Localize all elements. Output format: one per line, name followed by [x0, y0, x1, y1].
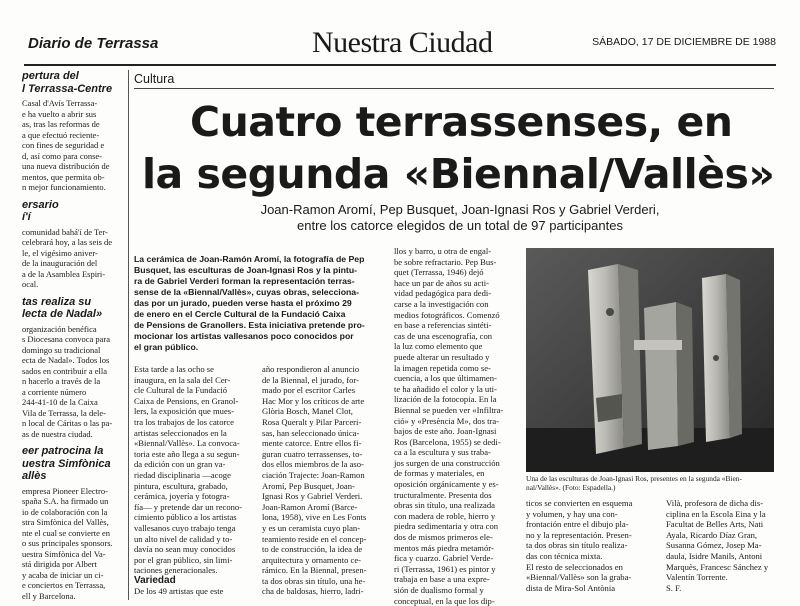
text-line: la luz como elemento que: [394, 341, 483, 352]
text-line: dos ellos miembros de la aso-: [262, 459, 364, 470]
brief-line: mentos, que permita ob-: [22, 171, 105, 182]
brief-body: [22, 324, 125, 440]
brief-headline-line: eer patrocina la: [22, 445, 104, 457]
subhead: Variedad: [134, 574, 176, 586]
text-line: jos surgen de una construcción: [394, 457, 500, 468]
text-line: cas de una escenografía, con: [394, 330, 493, 341]
brief-line: d, así como para conse-: [22, 150, 103, 161]
text-line: de Pensions de Granollers. Esta iniciativa pretende pro-: [134, 320, 365, 330]
news-brief: [22, 70, 125, 193]
text-line: pintura, escultura, grabado,: [134, 480, 228, 491]
text-line: de enero en el Cercle Cultural de la Fundació Caixa: [134, 309, 346, 319]
text-line: «Biennal/Vallès». La convoca-: [134, 438, 240, 449]
text-line: de formas y materiales, en: [394, 468, 485, 479]
text-line: lers, la exposición que mues-: [134, 406, 234, 417]
brief-headline-line: ersario: [22, 198, 59, 211]
brief-line: ocal.: [22, 279, 39, 289]
brief-line: de la inauguración del: [22, 258, 98, 268]
text-line: bajos de este año. Joan-Ignasi: [394, 426, 497, 437]
text-line: Ignasi Ros y Gabriel Verderi.: [262, 491, 363, 502]
brief-line: empresa Pioneer Electro-: [22, 485, 108, 496]
text-line: Busquet, las esculturas de Joan-Ignasi Ros y la pintu-: [134, 265, 358, 275]
headline-line: la segunda «Biennal/Vallès»: [142, 150, 775, 198]
text-line: por el gran público, sin limi-: [134, 554, 233, 565]
photo-caption: [526, 474, 776, 492]
section-rule: [134, 88, 774, 89]
article-lead: [134, 254, 388, 353]
news-briefs-column: [22, 70, 125, 600]
brief-line: s Diocesana convoca para: [22, 334, 111, 344]
sculpture-photo-image: [526, 248, 774, 472]
text-line: das por un jurado, pueden verse hasta el próximo 29: [134, 298, 352, 308]
text-line: guran cuatro terrassenses, to-: [262, 448, 363, 459]
brief-headline: [22, 199, 125, 224]
brief-line: nte el cual se convierte en: [22, 527, 111, 538]
text-line: tra los trabajos de los catorce: [134, 416, 234, 427]
sculpture-photo: [526, 248, 774, 472]
text-line: rámico. En la Biennal, presen-: [262, 565, 367, 576]
text-line: Valentín Torrente.: [666, 572, 728, 583]
brief-headline-line: pertura del: [22, 70, 79, 82]
brief-line: 244-41-10 de la Caixa: [22, 397, 98, 407]
text-line: ciplina en la Escola Eina y la: [666, 508, 766, 519]
text-line: ticos se convierten en esquema: [526, 498, 633, 508]
text-line: ri (Terrassa, 1961) es pintor y: [394, 563, 496, 574]
text-line: cle Cultural de la Fundació: [134, 385, 228, 396]
text-line: la imagen repetida como se-: [394, 362, 491, 373]
brief-line: sados en contribuir a ella: [22, 365, 107, 376]
text-line: Susanna Gómez, Josep Ma-: [666, 540, 762, 551]
text-line: de la Biennal, el jurado, for-: [262, 374, 359, 385]
brief-line: a corriente número: [22, 386, 87, 397]
text-line: das con técnica mixta.: [526, 550, 603, 561]
text-line: sas, han seleccionado única-: [262, 427, 360, 438]
brief-body: [22, 227, 125, 290]
brief-line: e conciertos en Terrassa,: [22, 580, 106, 590]
column-line: De los 49 artistas que este: [134, 586, 224, 597]
text-line: vidad pedagógica para dedi-: [394, 288, 492, 299]
brief-line: celebrará hoy, a las seis de: [22, 237, 113, 247]
text-line: artistas seleccionados en la: [134, 427, 227, 438]
text-line: mado por el escritor Carles: [262, 385, 356, 396]
brief-line: as, tras las reformas de: [22, 119, 100, 129]
text-line: y volumen, y hay una con-: [526, 508, 618, 519]
article-column-1: [134, 364, 254, 600]
article-column-5: [666, 498, 776, 600]
text-line: año respondieron al anuncio: [262, 364, 360, 374]
brief-line: domingo su tradicional: [22, 344, 101, 355]
text-line: mocionar los artistas vallesanos poco conocidos por: [134, 331, 354, 341]
text-line: y es un ceramista cuyo plan-: [262, 522, 361, 533]
brief-headline: [22, 70, 125, 95]
text-line: medios fotográficos. Comenzó: [394, 309, 500, 320]
masthead-rule: [24, 64, 776, 66]
text-line: sión de dualismo formal y: [394, 585, 484, 595]
text-line: dos de mismos primeros ele-: [394, 532, 493, 543]
text-line: quet (Terrassa, 1946) dejó: [394, 267, 484, 278]
text-line: ta dos obras sin título, una he-: [262, 575, 366, 586]
brief-headline-line: uestra Simfònica: [22, 457, 111, 470]
headline-line: Cuatro terrassenses, en: [190, 98, 733, 146]
brief-headline: [22, 296, 125, 321]
text-line: Hac Mor y los críticos de arte: [262, 395, 365, 406]
brief-line: Casal d'Avís Terrassa-: [22, 98, 98, 108]
text-line: sense de la «Biennal/Vallès», cuyas obras, selecciona-: [134, 287, 360, 297]
text-line: Biennal se pueden ver «Infiltra-: [394, 404, 504, 415]
text-line: Esta tarde a las ocho se: [134, 364, 214, 374]
article-column-4: [526, 498, 656, 600]
paper-name: Diario de Terrassa: [28, 35, 159, 52]
brief-line: e ha vuelto a abrir sus: [22, 108, 97, 119]
text-line: ció» y «Presència M», dos tra-: [394, 415, 500, 426]
brief-line: o sus principales sponsors.: [22, 538, 113, 548]
column-text: [134, 364, 254, 576]
article-headline: [142, 96, 775, 200]
text-line: cha de baldosas, hierro, ladri-: [262, 586, 364, 597]
text-line: be sobre refractario. Pep Bus-: [394, 256, 497, 267]
brief-line: uestra Simfònica del Va-: [22, 548, 106, 559]
text-line: Marquès, Francesc Sánchez y: [666, 561, 769, 572]
text-line: mente catorce. Entre ellos fi-: [262, 438, 362, 449]
brief-headline-line: tas realiza su: [22, 295, 92, 308]
text-line: Aromí, Pep Busquet, Joan-: [262, 480, 355, 491]
article-deck: [150, 202, 770, 234]
text-line: el gran público.: [134, 342, 199, 352]
text-line: piedra sedimentaria y otra con: [394, 521, 499, 532]
text-line: «Biennal/Vallès» son la graba-: [526, 572, 632, 583]
text-line: teamiento reside en el concep-: [262, 533, 367, 544]
news-brief: [22, 199, 125, 290]
deck-line: entre los catorce elegidos de un total de 97 participantes: [297, 218, 623, 233]
text-line: ra de Gabriel Verderi forman la representación terras-: [134, 276, 355, 286]
brief-line: una nueva distribución de: [22, 161, 110, 171]
column-divider: [128, 70, 129, 600]
text-line: carse a la investigación con: [394, 298, 489, 309]
article-column-3: [394, 246, 518, 606]
text-line: Caixa de Pensions, en Granol-: [134, 395, 239, 406]
brief-line: y acaba de iniciar un ci-: [22, 569, 104, 580]
text-line: mentos más piedra metamór-: [394, 542, 494, 553]
text-line: llos y barro, u otra de engal-: [394, 246, 492, 256]
text-line: inaugura, en la sala del Cer-: [134, 374, 231, 385]
section-title: Nuestra Ciudad: [312, 26, 493, 59]
text-line: toria este año llega a su segun-: [134, 448, 240, 459]
text-line: Ros (Barcelona, 1955) se dedi-: [394, 436, 501, 447]
text-line: obras sin título, una realizada: [394, 500, 495, 511]
text-line: Vilà, profesora de dicha dis-: [666, 498, 764, 508]
article-column-2: [262, 364, 384, 600]
brief-headline-line: lecta de Nadal»: [22, 308, 103, 320]
brief-line: le, el vigésimo aniver-: [22, 247, 98, 258]
brief-line: organización benéfica: [22, 323, 97, 334]
section-label: Cultura: [134, 72, 175, 86]
text-line: riedad disciplinaria —acoge: [134, 469, 231, 480]
text-line: davía no sean muy conocidos: [134, 544, 236, 555]
brief-body: [22, 486, 125, 602]
text-line: ca a la escultura y sus traba-: [394, 447, 491, 458]
text-line: fica y cuarzo. Gabriel Verde-: [394, 553, 494, 564]
news-brief: [22, 445, 125, 601]
text-line: El resto de seleccionados en: [526, 561, 623, 572]
text-line: daula, Isidre Manils, Antoni: [666, 550, 763, 561]
brief-line: comunidad bahá'í de Ter-: [22, 226, 108, 237]
text-line: conceptual, en la que los dip-: [394, 595, 495, 606]
text-line: Joan-Ramon Aromí (Barce-: [262, 501, 358, 512]
brief-headline-line: í'í: [22, 211, 31, 223]
text-line: trabaja en base a una expre-: [394, 574, 490, 585]
text-line: lona, 1958), vive en Les Fonts: [262, 512, 367, 523]
brief-line: con fines de seguridad e: [22, 140, 105, 150]
text-line: puede alterar un resultado y: [394, 351, 490, 362]
brief-line: stá dirigida por Albert: [22, 559, 97, 569]
text-line: tructuralmente. Presenta dos: [394, 489, 492, 500]
news-brief: [22, 296, 125, 440]
text-line: taciones generacionales.: [134, 565, 218, 576]
deck-line: Joan-Ramon Aromí, Pep Busquet, Joan-Ignasi Ros y Gabriel Verderi,: [260, 202, 660, 217]
brief-line: n mejor funcionamiento.: [22, 182, 106, 192]
caption-line: nal/Vallès». (Foto: Espadella.): [526, 483, 616, 493]
text-line: S. F.: [666, 582, 682, 593]
text-line: to de construcción, la idea de: [262, 544, 363, 555]
brief-line: ell y Barcelona.: [22, 590, 76, 601]
text-line: ta dos obras sin título realiza-: [526, 540, 628, 551]
text-line: vallesanos cuyo trabajo tenga: [134, 522, 236, 533]
brief-headline: [22, 445, 125, 483]
text-line: da edición con un gran va-: [134, 459, 226, 470]
brief-line: Vila de Terrassa, la dele-: [22, 407, 106, 418]
text-line: arquitectura y ornamento ce-: [262, 554, 362, 565]
brief-line: io de colaboración con la: [22, 506, 108, 517]
text-line: hace un par de años su acti-: [394, 277, 489, 288]
brief-headline-line: l Terrassa-Centre: [22, 82, 113, 95]
text-line: dista de Mira-Sol Antònia: [526, 582, 616, 593]
text-line: con madera de roble, hierro y: [394, 510, 496, 521]
brief-line: spaña S.A. ha firmado un: [22, 496, 109, 506]
brief-line: n local de Cáritas o las pa-: [22, 418, 113, 428]
text-line: cerámica, joyería y fotogra-: [134, 491, 230, 502]
text-line: oposición orgánicamente y es-: [394, 479, 499, 490]
text-line: un alto nivel de calidad y to-: [134, 533, 233, 544]
text-line: Rosa Queralt y Pilar Parceri-: [262, 416, 362, 427]
brief-line: a que efectuó reciente-: [22, 129, 100, 140]
text-line: en base a referencias sintéti-: [394, 320, 492, 331]
text-line: frontación entre el dibujo pla-: [526, 519, 629, 530]
text-line: cimiento público a los artistas: [134, 512, 237, 523]
text-line: te ha añadido el color y la uti-: [394, 383, 497, 394]
brief-line: stra Simfònica del Vallès,: [22, 517, 109, 527]
brief-headline-line: allès: [22, 470, 47, 482]
brief-line: ecta de Nadal». Todos los: [22, 355, 110, 365]
brief-line: n hacerlo a través de la: [22, 376, 101, 386]
text-line: Glòria Bosch, Manel Clot,: [262, 406, 353, 417]
caption-line: Una de las esculturas de Joan-Ignasi Ros, presentes en la segunda «Bien-: [526, 474, 742, 483]
text-line: no y la representación. Presen-: [526, 529, 632, 540]
brief-line: a de la Asamblea Espiri-: [22, 268, 106, 279]
text-line: La cerámica de Joan-Ramón Aromí, la fotografía de Pep: [134, 254, 365, 264]
text-line: ciación Trajecte: Joan-Ramon: [262, 469, 365, 480]
masthead: [24, 26, 776, 64]
brief-body: [22, 98, 125, 193]
issue-date: SÁBADO, 17 DE DICIEMBRE DE 1988: [592, 36, 776, 48]
text-line: Facultat de Belles Arts, Nati: [666, 519, 764, 530]
brief-line: as de nuestra ciudad.: [22, 428, 93, 439]
text-line: lización de la fotocopia. En la: [394, 394, 497, 405]
text-line: cuencia, a los que últimamen-: [394, 373, 497, 384]
text-line: fía— y pretende dar un recono-: [134, 501, 243, 512]
text-line: Ayala, Ricardo Díaz Gran,: [666, 529, 758, 540]
